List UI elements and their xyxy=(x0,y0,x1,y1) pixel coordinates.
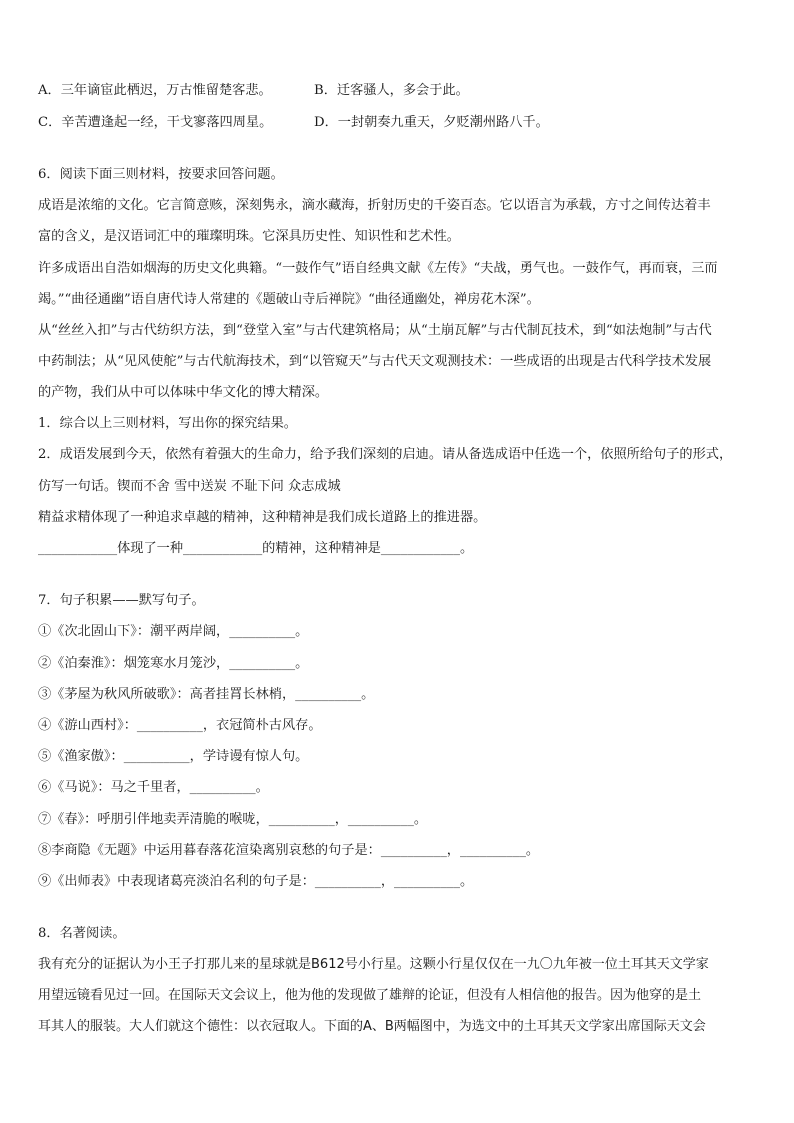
q6-line: 竭。”“曲径通幽”语自唐代诗人常建的《题破山寺后禅院》“曲径通幽处，禅房花木深”。 xyxy=(38,292,540,307)
option-b: B．迁客骚人，多会于此。 xyxy=(314,83,469,98)
q6-line: 富的含义，是汉语词汇中的璀璨明珠。它深具历史性、知识性和艺术性。 xyxy=(38,229,460,244)
q7-item: ⑥《马说》：马之千里者，__________。 xyxy=(38,780,269,795)
q6-example-sentence: 精益求精体现了一种追求卓越的精神，这种精神是我们成长道路上的推进器。 xyxy=(38,510,487,525)
q6-line: 仿写一句话。锲而不舍 雪中送炭 不耻下问 众志成城 xyxy=(38,479,341,494)
q7-item: ⑧李商隐《无题》中运用暮春落花渲染离别哀愁的句子是：__________，__________。 xyxy=(38,843,540,858)
q6-line: 的产物，我们从中可以体味中华文化的博大精深。 xyxy=(38,385,329,400)
q7-item: ③《茅屋为秋风所破歌》：高者挂罥长林梢，__________。 xyxy=(38,687,375,702)
q6-line: 成语是浓缩的文化。它言简意赅，深刻隽永，滴水藏海，折射历史的千姿百态。它以语言为承载，方寸之间传达着丰 xyxy=(38,198,711,213)
q7-item: ⑨《出师表》中表现诸葛亮淡泊名利的句子是：__________，__________。 xyxy=(38,874,474,889)
q6-subquestion-1: 1．综合以上三则材料，写出你的探究结果。 xyxy=(38,416,297,431)
q7-title: 7．句子积累——默写句子。 xyxy=(38,593,205,608)
q6-subquestion-2: 2．成语发展到今天，依然有着强大的生命力，给予我们深刻的启迪。请从备选成语中任选一个，依照所给句子的形式， xyxy=(38,447,733,462)
q6-line: 从“丝丝入扣”与古代纺织方法，到“登堂入室”与古代建筑格局；从“土崩瓦解”与古代制瓦技术，到“如法炮制”与古代 xyxy=(38,323,712,338)
q7-item: ④《游山西村》：__________，衣冠简朴古风存。 xyxy=(38,718,322,733)
q8-title: 8．名著阅读。 xyxy=(38,926,126,941)
option-d: D．一封朝奏九重天，夕贬潮州路八千。 xyxy=(314,115,549,130)
q7-item: ①《次北固山下》：潮平两岸阔，__________。 xyxy=(38,624,309,639)
q7-item: ⑦《春》：呼朋引伴地卖弄清脆的喉咙，__________，__________。 xyxy=(38,812,428,827)
option-c: C．辛苦遭逢起一经，干戈寥落四周星。 xyxy=(38,115,273,130)
q6-line: 中药制法；从“见风使舵”与古代航海技术，到“以管窥天”与古代天文观测技术：一些成语的出现是古代科学技术发展 xyxy=(38,354,712,369)
q6-line: 许多成语出自浩如烟海的历史文化典籍。“一鼓作气”语自经典文献《左传》“夫战，勇气也。一鼓作气，再而衰，三而 xyxy=(38,261,718,276)
q7-item: ⑤《渔家傲》：__________，学诗谩有惊人句。 xyxy=(38,749,309,764)
q8-passage-line: 用望远镜看见过一回。在国际天文会议上，他为他的发现做了雄辩的论证，但没有人相信他的报告。因为他穿的是土 xyxy=(38,988,702,1003)
q6-title: 6．阅读下面三则材料，按要求回答问题。 xyxy=(38,167,284,182)
q7-item: ②《泊秦淮》：烟笼寒水月笼沙，__________。 xyxy=(38,656,309,671)
option-a: A．三年谪宦此栖迟，万古惟留楚客悲。 xyxy=(38,83,272,98)
q8-passage-line: 耳其人的服装。大人们就这个德性：以衣冠取人。下面的A、B两幅图中，为选文中的土耳其天文学家出席国际天文会 xyxy=(38,1019,706,1034)
q6-fill-blank: ____________体现了一种____________的精神，这种精神是____________。 xyxy=(38,541,474,556)
q8-passage-line: 我有充分的证据认为小王子打那儿来的星球就是B612号小行星。这颗小行星仅仅在一九〇九年被一位土耳其天文学家 xyxy=(38,957,709,972)
